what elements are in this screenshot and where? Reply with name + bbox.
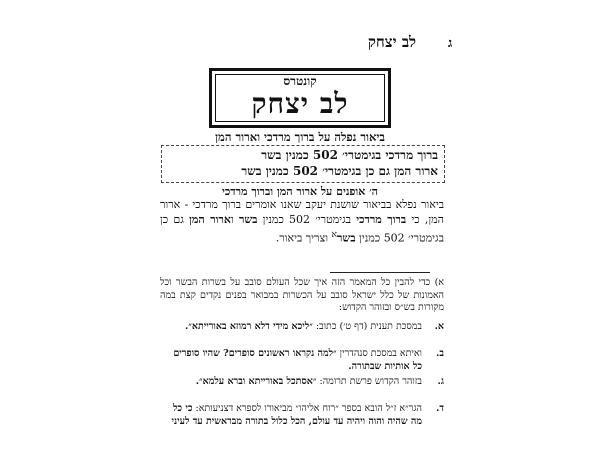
- fn-bold: ״ליכא מידי דלא רמוזא באורייתא״.: [184, 321, 313, 332]
- footnote-letter: א.: [434, 321, 444, 332]
- footnote-text: [164, 403, 422, 428]
- gematria-box: [161, 145, 445, 183]
- title-big: לב יצחק: [251, 87, 349, 120]
- footnote-text: [164, 376, 422, 389]
- footnote-text: [164, 348, 422, 373]
- para-bold: ברוך מרדכי: [356, 213, 407, 226]
- para-text: מרדכי - ארור המן, כי: [160, 198, 445, 226]
- section-heading: ה׳ אופנים על ארור המן וברוך מרדכי: [222, 185, 378, 198]
- para-text: כמנין: [257, 213, 284, 226]
- footnote-separator: [330, 272, 430, 273]
- fn-bold: ״אסתכל באורייתא וברא עלמא״.: [195, 376, 317, 387]
- footnote-intro: א) כדי להבין כל המאמר הזה איך שכל העולם סובב על בשרות הבשר וכל האמונות של כלל ישראל סובב על הכשרות במבואר בפנים נקדים קצת במה מקורות בש״ס ובזוהר הקדוש:: [160, 277, 444, 313]
- para-text: ו: [230, 213, 239, 226]
- footnote-letter: ג.: [437, 376, 444, 387]
- title-box: [209, 68, 391, 128]
- para-bold: בשר: [337, 231, 356, 245]
- footnote-marker: א: [331, 229, 338, 240]
- footnote-text: [164, 321, 422, 334]
- para-text: וצריך ביאור.: [275, 231, 332, 245]
- para-text: ביאור נפלא בביאור שושנת יעקב שאנו אומרים ברוך: [222, 198, 445, 211]
- para-text: בגימטרי׳ 502: [289, 213, 357, 226]
- page-number: ג: [448, 36, 453, 51]
- fn-bold: ״למה נקראו ראשונים סופרים? שהיו סופרים כל אותיות שבתורה.: [173, 348, 422, 372]
- title-small: קונטרס: [283, 74, 317, 88]
- subtitle: ביאור נפלה על ברוך מרדכי וארור המן: [215, 130, 385, 144]
- running-title: לב יצחק: [367, 33, 417, 51]
- para-bold: ארור המן: [189, 213, 231, 226]
- fn-plain: בזוהר הקדוש פרשת תרומה:: [316, 376, 422, 387]
- fn-plain: הגר״א ז״ל הובא בספר ״רוח אליהו״ מביאורו לספרא דצניעותא:: [192, 403, 422, 414]
- fn-plain: במסכת תענית (דף ט׳) כתוב:: [312, 321, 422, 332]
- fn-plain: ואיתא במסכת סנהדרין: [336, 348, 422, 359]
- footnote-letter: ד.: [436, 403, 444, 414]
- para-bold: בשר: [238, 213, 258, 226]
- footnote-letter: ב.: [436, 348, 444, 359]
- body-paragraph: [160, 197, 444, 246]
- gematria-line-2: ארור המן גם כן בגימטרי׳ 502 כמנין בשר: [241, 164, 438, 178]
- fn-bold: כי כל מה שהיה והוה ויהיה עד עולם, הכל כלול בתורה מבראשית עד לעיני: [171, 403, 422, 427]
- gematria-line-1: ברוך מרדכי בגימטרי׳ 502 כמנין בשר: [261, 148, 438, 162]
- para-text: גם כן בגימטרי׳ 502 כמנין: [160, 213, 444, 245]
